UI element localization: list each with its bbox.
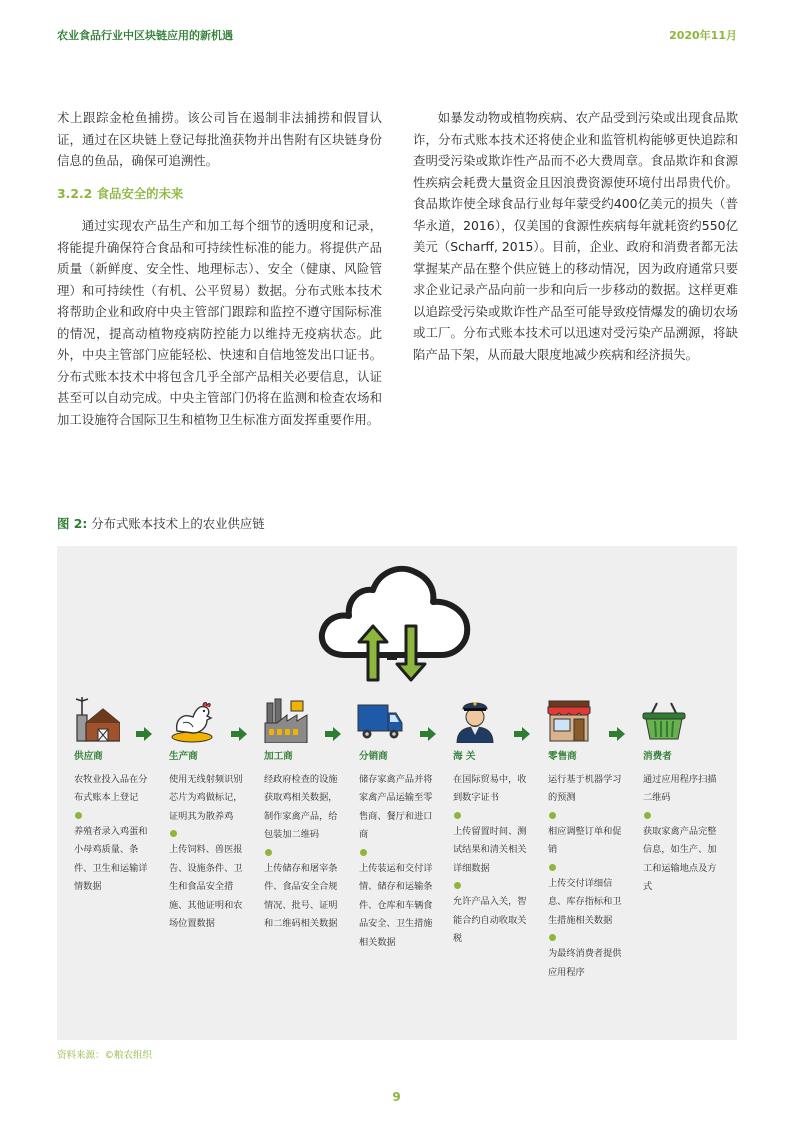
truck-icon	[357, 697, 403, 743]
bullet-dot	[170, 830, 177, 837]
stage-item: 相应调整订单和促销	[548, 825, 622, 855]
stage-item: 获取家禽产品完整信息，如生产、加工和运输地点及方式	[643, 825, 717, 892]
running-header-title: 农业食品行业中区块链应用的新机遇	[57, 29, 233, 42]
stage-item: 上传留置时间、测试结果和清关相关详细数据	[453, 825, 527, 874]
bullet-dot	[549, 864, 556, 871]
stage-title: 海 关	[453, 751, 476, 762]
left-paragraph-2: 通过实现农产品生产和加工每个细节的透明度和记录，将能提升确保符合食品和可持续性标准的能力。将提供产品质量（新鲜度、安全性、地理标志）、安全（健康、风险管理）和可持续性（有机、公平贸易）数据。分布式账本技术将帮助企业和政府中央主管部门跟踪和监控不遵守国际标准的情况，提高动植物疫病防控能力以维持无疫病状态。此外，中央主管部门应能轻松、快速和自信地签发出口证书。分布式账本技术中将包含几乎全部产品相关必要信息，认证甚至可以自动完成。中央主管部门仍将在监测和检查农场和加工设施符合国际卫生和植物卫生标准方面发挥重要作用。	[57, 218, 382, 427]
customs-officer-icon	[452, 697, 498, 743]
stage-item: 储存家禽产品并将家禽产品运输至零售商、餐厅和进口商	[359, 773, 433, 840]
factory-icon	[263, 697, 309, 743]
stage-processor	[264, 748, 338, 934]
right-paragraph-1: 如暴发动物或植物疾病、农产品受到污染或出现食品欺诈，分布式账本技术还将使企业和监管机构能够更快追踪和查明受污染或欺诈性产品而不必大费周章。食品欺诈和食源性疾病会耗费大量资金且因浪费资源使环境付出昂贵代价。食品欺诈使全球食品行业每年蒙受约400亿美元的损失（普华永道，2016），仅美国的食源性疾病每年就耗资约550亿美元（Scharff, 2015）。目前，企业、政府和消费者都无法掌握某产品在整个供应链上的移动情况，因为政府通常只要求企业记录产品向前一步和向后一步移动的数据。这样更难以追踪受污染或欺诈性产品至可能导致疫情爆发的确切农场或工厂。分布式账本技术可以迅速对受污染产品溯源，将缺陷产品下架，从而最大限度地减少疾病和经济损失。	[413, 110, 738, 362]
stage-item: 通过应用程序扫描二维码	[643, 773, 717, 803]
arrow-right-icon	[231, 727, 247, 741]
left-paragraph-1: 术上跟踪金枪鱼捕捞。该公司旨在遏制非法捕捞和假冒认证，通过在区块链上登记每批渔获物并出售附有区块链身份信息的鱼品，确保可追溯性。	[57, 110, 382, 168]
stage-item: 经政府检查的设施获取鸡相关数据，制作家禽产品，给包装加二维码	[264, 773, 338, 840]
running-header-date: 2020年11月	[669, 29, 737, 42]
figure-caption	[57, 514, 265, 532]
basket-icon	[641, 697, 687, 743]
stage-title: 零售商	[548, 751, 577, 762]
stage-producer	[169, 748, 243, 934]
figure-label: 图 2:	[57, 516, 88, 531]
stage-item: 上传交付详细信息、库存指标和卫生措施相关数据	[548, 877, 622, 926]
arrow-right-icon	[420, 727, 436, 741]
stage-item: 在国际贸易中，收到数字证书	[453, 773, 527, 803]
stage-distributor	[359, 748, 433, 952]
stage-item: 运行基于机器学习的预测	[548, 773, 622, 803]
stage-item: 允许产品入关，智能合约自动收取关税	[453, 896, 527, 944]
bullet-dot	[454, 812, 461, 819]
stage-consumer	[643, 748, 717, 897]
cloud-sync-icon	[315, 560, 475, 685]
farm-icon	[74, 697, 120, 743]
stage-title: 生产商	[169, 751, 198, 762]
chicken-icon	[169, 697, 215, 743]
figure-source: 资料来源：©粮农组织	[57, 1050, 153, 1061]
bullet-dot	[454, 882, 461, 889]
stage-supplier	[74, 748, 148, 897]
stage-item: 使用无线射频识别芯片为鸡做标记，证明其为散养鸡	[169, 773, 243, 822]
stage-item: 为最终消费者提供应用程序	[548, 948, 622, 978]
bullet-dot	[644, 812, 651, 819]
arrow-right-icon	[514, 727, 530, 741]
stage-title: 消费者	[643, 751, 672, 762]
figure-title: 分布式账本技术上的农业供应链	[91, 516, 265, 531]
stage-customs	[453, 748, 527, 949]
stage-title: 分销商	[359, 751, 388, 762]
arrow-right-icon	[609, 727, 625, 741]
stage-item: 上传储存和屠宰条件、食品安全合规情况、批号、证明和二维码相关数据	[264, 862, 338, 929]
supply-chain-figure	[57, 546, 737, 1040]
left-column	[57, 107, 382, 430]
section-heading: 3.2.2 食品安全的未来	[57, 185, 184, 201]
stage-item: 上传饲料、兽医报告、设施条件、卫生和食品安全措施、其他证明和农场位置数据	[169, 844, 243, 929]
stage-title: 加工商	[264, 751, 293, 762]
stage-title: 供应商	[74, 751, 103, 762]
bullet-dot	[75, 812, 82, 819]
shop-icon	[546, 697, 592, 743]
stage-item: 上传装运和交付详情、储存和运输条件、仓库和车辆食品安全、卫生措施相关数据	[359, 862, 433, 948]
stage-item: 养殖者录入鸡蛋和小母鸡质量、条件、卫生和运输详情数据	[74, 825, 148, 892]
page-number: 9	[392, 1090, 401, 1104]
right-column	[413, 107, 738, 365]
bullet-dot	[265, 849, 272, 856]
arrow-right-icon	[136, 727, 152, 741]
stage-retailer	[548, 748, 622, 982]
arrow-right-icon	[325, 727, 341, 741]
stage-item: 农牧业投入品在分布式账本上登记	[74, 773, 148, 803]
bullet-dot	[549, 812, 556, 819]
bullet-dot	[360, 849, 367, 856]
bullet-dot	[549, 934, 556, 941]
